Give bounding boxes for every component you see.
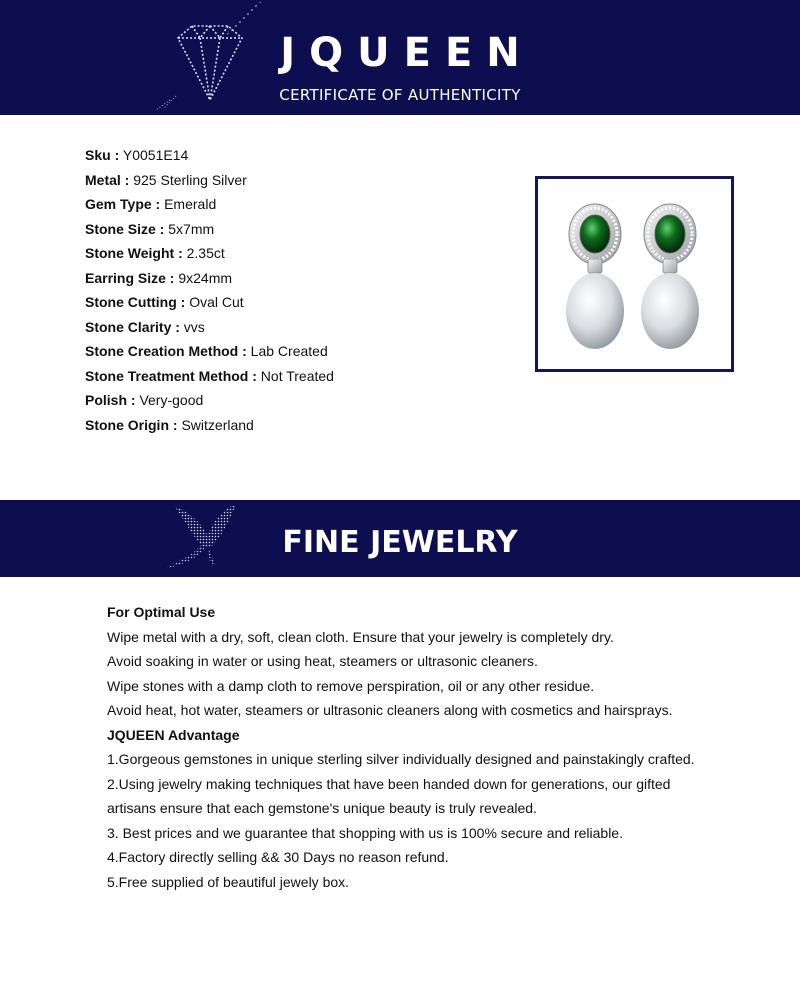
spec-label: Stone Size : bbox=[85, 220, 165, 237]
spec-stone-cutting bbox=[85, 290, 505, 315]
section-title: FINE JEWELRY bbox=[282, 525, 518, 560]
earrings-illustration bbox=[538, 179, 731, 369]
spec-polish bbox=[85, 388, 505, 413]
spec-value: Oval Cut bbox=[189, 294, 244, 310]
spec-label: Polish : bbox=[85, 392, 136, 408]
spec-label: Sku : bbox=[85, 147, 120, 163]
advantage-line: 5.Free supplied of beautiful jewely box. bbox=[107, 873, 350, 890]
spec-label: Stone Weight : bbox=[85, 245, 183, 261]
advantage-line: artisans ensure that each gemstone's unique beauty is truly revealed. bbox=[107, 800, 537, 816]
advantage-line: 4.Factory directly selling && 30 Days no reason refund. bbox=[107, 849, 449, 865]
advantage-heading: JQUEEN Advantage bbox=[107, 726, 240, 743]
brand-name: JQUEEN bbox=[280, 30, 534, 76]
spec-value: vvs bbox=[183, 318, 205, 335]
optimal-use-heading: For Optimal Use bbox=[107, 604, 216, 620]
spec-value: 9x24mm bbox=[178, 269, 233, 286]
spec-stone-clarity bbox=[85, 315, 505, 340]
spec-value: Switzerland bbox=[181, 416, 254, 433]
optimal-use-line: Wipe stones with a damp cloth to remove perspiration, oil or any other residue. bbox=[107, 677, 595, 694]
spec-gem-type bbox=[85, 192, 505, 217]
left-earring bbox=[566, 204, 624, 349]
optimal-use-line: Avoid heat, hot water, steamers or ultrasonic cleaners along with cosmetics and hairsprays. bbox=[107, 702, 673, 718]
spec-label: Stone Clarity : bbox=[85, 318, 180, 335]
spec-stone-size bbox=[85, 217, 505, 242]
spec-earring-size bbox=[85, 266, 505, 291]
spec-metal bbox=[85, 168, 505, 193]
spec-value: Lab Created bbox=[250, 343, 328, 359]
certificate-subtitle: CERTIFICATE OF AUTHENTICITY bbox=[279, 86, 521, 104]
spec-label: Metal : bbox=[85, 171, 130, 188]
spec-label: Stone Origin : bbox=[85, 416, 178, 433]
spec-sku bbox=[85, 143, 505, 168]
spec-label: Gem Type : bbox=[85, 196, 161, 212]
product-photo bbox=[535, 176, 734, 372]
spec-value: Not Treated bbox=[260, 367, 334, 384]
advantage-line: 3. Best prices and we guarantee that shopping with us is 100% secure and reliable. bbox=[107, 824, 623, 841]
spec-value: 925 Sterling Silver bbox=[133, 171, 247, 188]
spec-treatment-method bbox=[85, 364, 505, 389]
spec-value: Very-good bbox=[139, 392, 204, 408]
optimal-use-line: Wipe metal with a dry, soft, clean cloth. Ensure that your jewelry is completely dry. bbox=[107, 628, 614, 645]
spec-label: Stone Treatment Method : bbox=[85, 367, 257, 384]
spec-value: 2.35ct bbox=[186, 245, 225, 261]
spec-value: Y0051E14 bbox=[122, 147, 189, 163]
spec-label: Stone Creation Method : bbox=[85, 343, 247, 359]
optimal-use-line: Avoid soaking in water or using heat, steamers or ultrasonic cleaners. bbox=[107, 653, 538, 669]
spec-list bbox=[85, 143, 505, 437]
spec-label: Stone Cutting : bbox=[85, 294, 186, 310]
spec-stone-weight bbox=[85, 241, 505, 266]
advantage-line: 1.Gorgeous gemstones in unique sterling silver individually designed and painstakingly crafted. bbox=[107, 751, 695, 767]
spec-label: Earring Size : bbox=[85, 269, 175, 286]
spec-value: 5x7mm bbox=[168, 220, 215, 237]
spec-creation-method bbox=[85, 339, 505, 364]
advantage-line: 2.Using jewelry making techniques that have been handed down for generations, our gifted bbox=[107, 775, 671, 792]
spec-stone-origin bbox=[85, 413, 505, 438]
right-earring bbox=[641, 204, 699, 349]
spec-value: Emerald bbox=[164, 196, 217, 212]
care-info bbox=[107, 600, 767, 894]
